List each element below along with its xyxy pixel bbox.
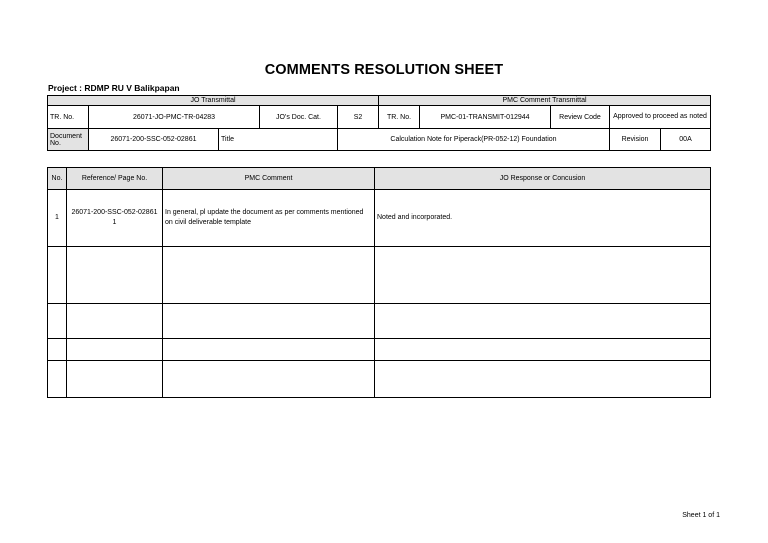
empty-cell [163, 247, 375, 304]
col-reference-header: Reference/ Page No. [67, 168, 163, 190]
table-row [48, 339, 711, 361]
table-row [48, 190, 711, 247]
tr-no-value: 26071-JO-PMC-TR-04283 [89, 106, 260, 129]
table-row [48, 304, 711, 339]
document-no-label: Document No. [48, 129, 89, 151]
empty-cell [67, 339, 163, 361]
title-label: Title [218, 129, 234, 150]
table-row [48, 247, 711, 304]
row-reference-page: 1 [112, 219, 117, 226]
empty-cell [48, 361, 67, 398]
transmittal-header-table [47, 95, 711, 151]
doc-cat-value: S2 [338, 106, 379, 129]
revision-value: 00A [660, 129, 710, 150]
row-reference [67, 190, 163, 247]
empty-cell [375, 361, 711, 398]
sheet-footer: Sheet 1 of 1 [682, 512, 720, 519]
empty-cell [375, 304, 711, 339]
project-label: Project : RDMP RU V Balikpapan [48, 83, 180, 93]
col-pmc-comment-header: PMC Comment [163, 168, 375, 190]
title-value: Calculation Note for Piperack(PR-052-12) Foundation [338, 129, 610, 151]
empty-cell [48, 304, 67, 339]
empty-cell [67, 304, 163, 339]
doc-cat-label: JO's Doc. Cat. [260, 106, 338, 129]
col-jo-response-header: JO Response or Concusion [375, 168, 711, 190]
empty-cell [67, 361, 163, 398]
empty-cell [48, 247, 67, 304]
row-reference-doc: 26071-200-SSC-052-02861 [71, 209, 158, 216]
review-code-label: Review Code [551, 106, 610, 129]
empty-cell [375, 339, 711, 361]
tr-no-label: TR. No. [48, 106, 89, 129]
empty-cell [67, 247, 163, 304]
document-no-value: 26071-200-SSC-052-02861 [110, 136, 197, 143]
empty-cell [375, 247, 711, 304]
pmc-transmittal-band: PMC Comment Transmittal [379, 96, 711, 106]
comments-table [47, 167, 711, 398]
revision-label: Revision [621, 136, 649, 143]
row-jo-response: Noted and incorporated. [375, 190, 711, 247]
empty-cell [48, 339, 67, 361]
sheet-title: COMMENTS RESOLUTION SHEET [264, 62, 504, 78]
pmc-tr-no-label: TR. No. [379, 106, 420, 129]
table-row [48, 361, 711, 398]
empty-cell [163, 339, 375, 361]
col-no-header: No. [48, 168, 67, 190]
revision-cell [610, 129, 711, 151]
review-code-value: Approved to proceed as noted [610, 106, 711, 129]
empty-cell [163, 361, 375, 398]
empty-cell [163, 304, 375, 339]
jo-transmittal-band: JO Transmittal [48, 96, 379, 106]
row-no: 1 [48, 190, 67, 247]
row-pmc-comment: In general, pl update the document as per comments mentioned on civil deliverable template [163, 190, 375, 247]
document-no-cell [89, 129, 338, 151]
pmc-tr-no-value: PMC-01-TRANSMIT-012944 [420, 106, 551, 129]
